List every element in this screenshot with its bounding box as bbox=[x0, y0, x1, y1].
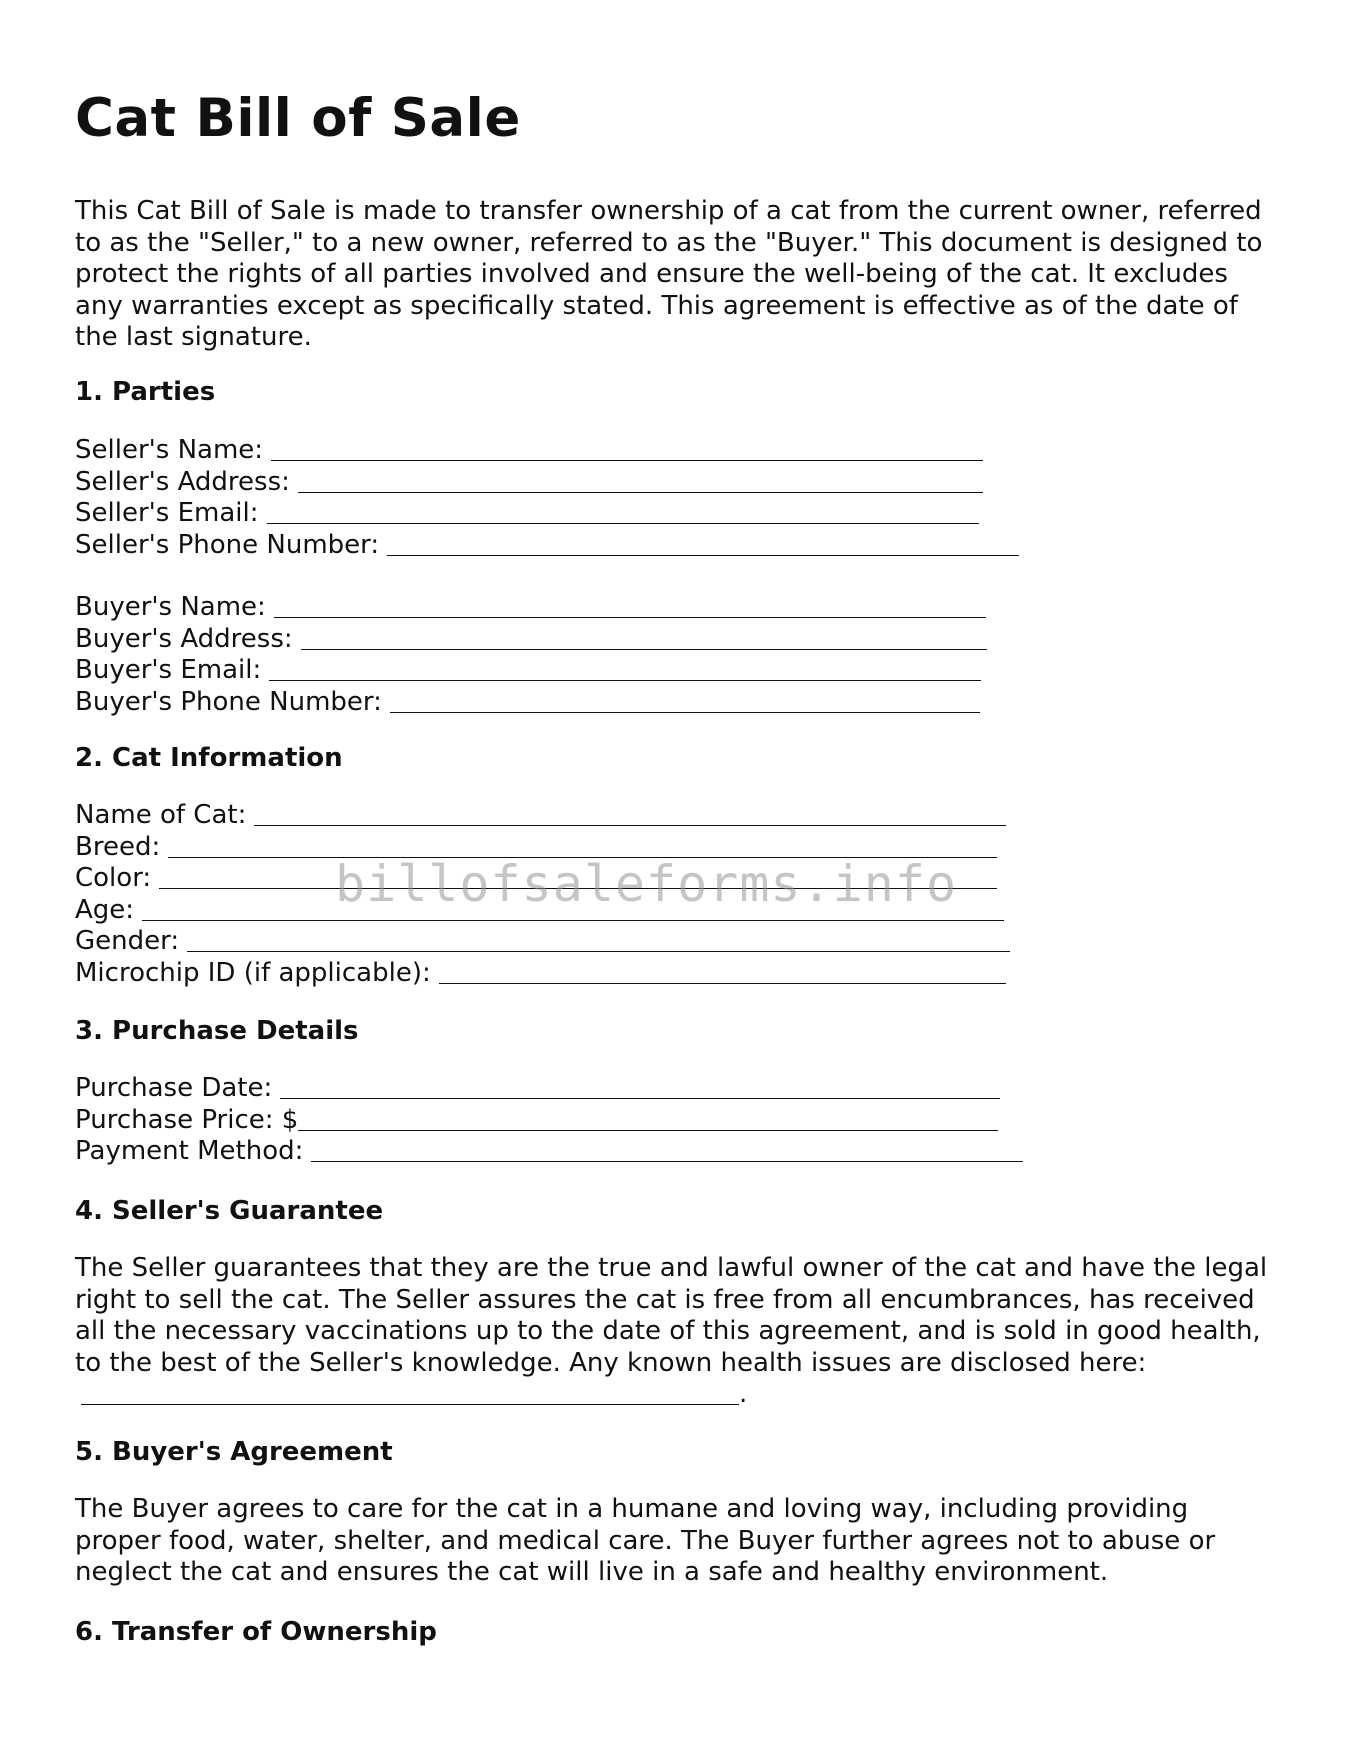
watermark: billofsaleforms.info bbox=[335, 855, 958, 913]
seller-fields bbox=[75, 435, 1275, 561]
guarantee-period: . bbox=[739, 1379, 748, 1410]
buyer-name-label: Buyer's Name: bbox=[75, 592, 266, 622]
payment-method-blank[interactable] bbox=[311, 1139, 1023, 1162]
guarantee-paragraph bbox=[75, 1253, 1275, 1411]
microchip-field[interactable] bbox=[75, 958, 1275, 990]
buyer-agreement-paragraph: The Buyer agrees to care for the cat in a humane and loving way, including providing proper food, water, shelter, and medical care. The Buyer further agrees not to abuse or neglect the cat and ensures the cat will live in a safe and healthy environment. bbox=[75, 1494, 1216, 1588]
seller-phone-label: Seller's Phone Number: bbox=[75, 529, 380, 560]
document-title: Cat Bill of Sale bbox=[75, 88, 521, 149]
breed-blank[interactable] bbox=[168, 835, 997, 858]
section-heading-transfer: 6. Transfer of Ownership bbox=[75, 1617, 437, 1647]
gender-blank[interactable] bbox=[187, 929, 1010, 952]
buyer-address-blank[interactable] bbox=[301, 627, 987, 650]
purchase-date-field[interactable] bbox=[75, 1073, 1275, 1105]
microchip-label: Microchip ID (if applicable): bbox=[75, 957, 431, 988]
seller-name-field[interactable] bbox=[75, 435, 1275, 467]
cat-info-fields bbox=[75, 800, 1275, 990]
purchase-price-blank[interactable] bbox=[298, 1108, 998, 1131]
guarantee-text: The Seller guarantees that they are the true and lawful owner of the cat and have the legal right to sell the cat. The Seller assures the cat is free from all encumbrances, has received all the necessary vaccinations up to the date of this agreement, and is sold in good health, to the best of the Seller's knowledge. Any known health issues are disclosed here: bbox=[75, 1253, 1268, 1378]
breed-field[interactable] bbox=[75, 832, 1275, 864]
age-label: Age: bbox=[75, 894, 135, 925]
buyer-phone-blank[interactable] bbox=[390, 690, 980, 713]
purchase-fields bbox=[75, 1073, 1275, 1168]
section-heading-buyer-agreement: 5. Buyer's Agreement bbox=[75, 1437, 393, 1467]
seller-phone-field[interactable] bbox=[75, 530, 1275, 562]
section-heading-guarantee: 4. Seller's Guarantee bbox=[75, 1196, 384, 1226]
payment-method-field[interactable] bbox=[75, 1136, 1275, 1168]
purchase-date-blank[interactable] bbox=[280, 1076, 1000, 1099]
age-field[interactable] bbox=[75, 895, 1275, 927]
color-label: Color: bbox=[75, 863, 152, 894]
buyer-address-field[interactable] bbox=[75, 624, 1275, 656]
seller-name-label: Seller's Name: bbox=[75, 435, 264, 465]
seller-address-field[interactable] bbox=[75, 467, 1275, 499]
breed-label: Breed: bbox=[75, 831, 161, 862]
seller-phone-blank[interactable] bbox=[387, 533, 1019, 556]
cat-name-blank[interactable] bbox=[254, 803, 1006, 826]
buyer-email-blank[interactable] bbox=[269, 658, 981, 681]
seller-email-label: Seller's Email: bbox=[75, 498, 259, 529]
buyer-address-label: Buyer's Address: bbox=[75, 623, 293, 654]
cat-name-field[interactable] bbox=[75, 800, 1275, 832]
section-heading-purchase: 3. Purchase Details bbox=[75, 1016, 359, 1046]
section-heading-parties: 1. Parties bbox=[75, 377, 216, 407]
color-field[interactable] bbox=[75, 863, 1275, 895]
buyer-phone-label: Buyer's Phone Number: bbox=[75, 686, 382, 717]
seller-name-blank[interactable] bbox=[271, 438, 983, 461]
seller-address-label: Seller's Address: bbox=[75, 466, 290, 497]
seller-email-blank[interactable] bbox=[267, 501, 979, 524]
seller-address-blank[interactable] bbox=[298, 470, 983, 493]
buyer-email-field[interactable] bbox=[75, 655, 1275, 687]
buyer-email-label: Buyer's Email: bbox=[75, 655, 262, 686]
intro-paragraph: This Cat Bill of Sale is made to transfer ownership of a cat from the current owner, referred to as the "Seller," to a new owner, referred to as the "Buyer." This document is designed to protect the rights of all parties involved and ensure the well-being of the cat. It excludes any warranties except as specifically stated. This agreement is effective as of the date of the last signature. bbox=[75, 196, 1263, 353]
age-blank[interactable] bbox=[142, 898, 1004, 921]
gender-field[interactable] bbox=[75, 926, 1275, 958]
seller-email-field[interactable] bbox=[75, 498, 1275, 530]
payment-method-label: Payment Method: bbox=[75, 1136, 304, 1167]
section-heading-cat-info: 2. Cat Information bbox=[75, 743, 343, 773]
color-blank[interactable] bbox=[159, 866, 997, 889]
purchase-price-label: Purchase Price: $ bbox=[75, 1104, 299, 1135]
gender-label: Gender: bbox=[75, 926, 180, 957]
microchip-blank[interactable] bbox=[439, 961, 1006, 984]
buyer-name-field[interactable] bbox=[75, 592, 1275, 624]
buyer-phone-field[interactable] bbox=[75, 687, 1275, 719]
health-issues-blank[interactable] bbox=[81, 1382, 739, 1405]
cat-name-label: Name of Cat: bbox=[75, 800, 247, 830]
purchase-price-field[interactable] bbox=[75, 1105, 1275, 1137]
purchase-date-label: Purchase Date: bbox=[75, 1073, 273, 1103]
buyer-fields bbox=[75, 592, 1275, 718]
buyer-name-blank[interactable] bbox=[274, 595, 986, 618]
